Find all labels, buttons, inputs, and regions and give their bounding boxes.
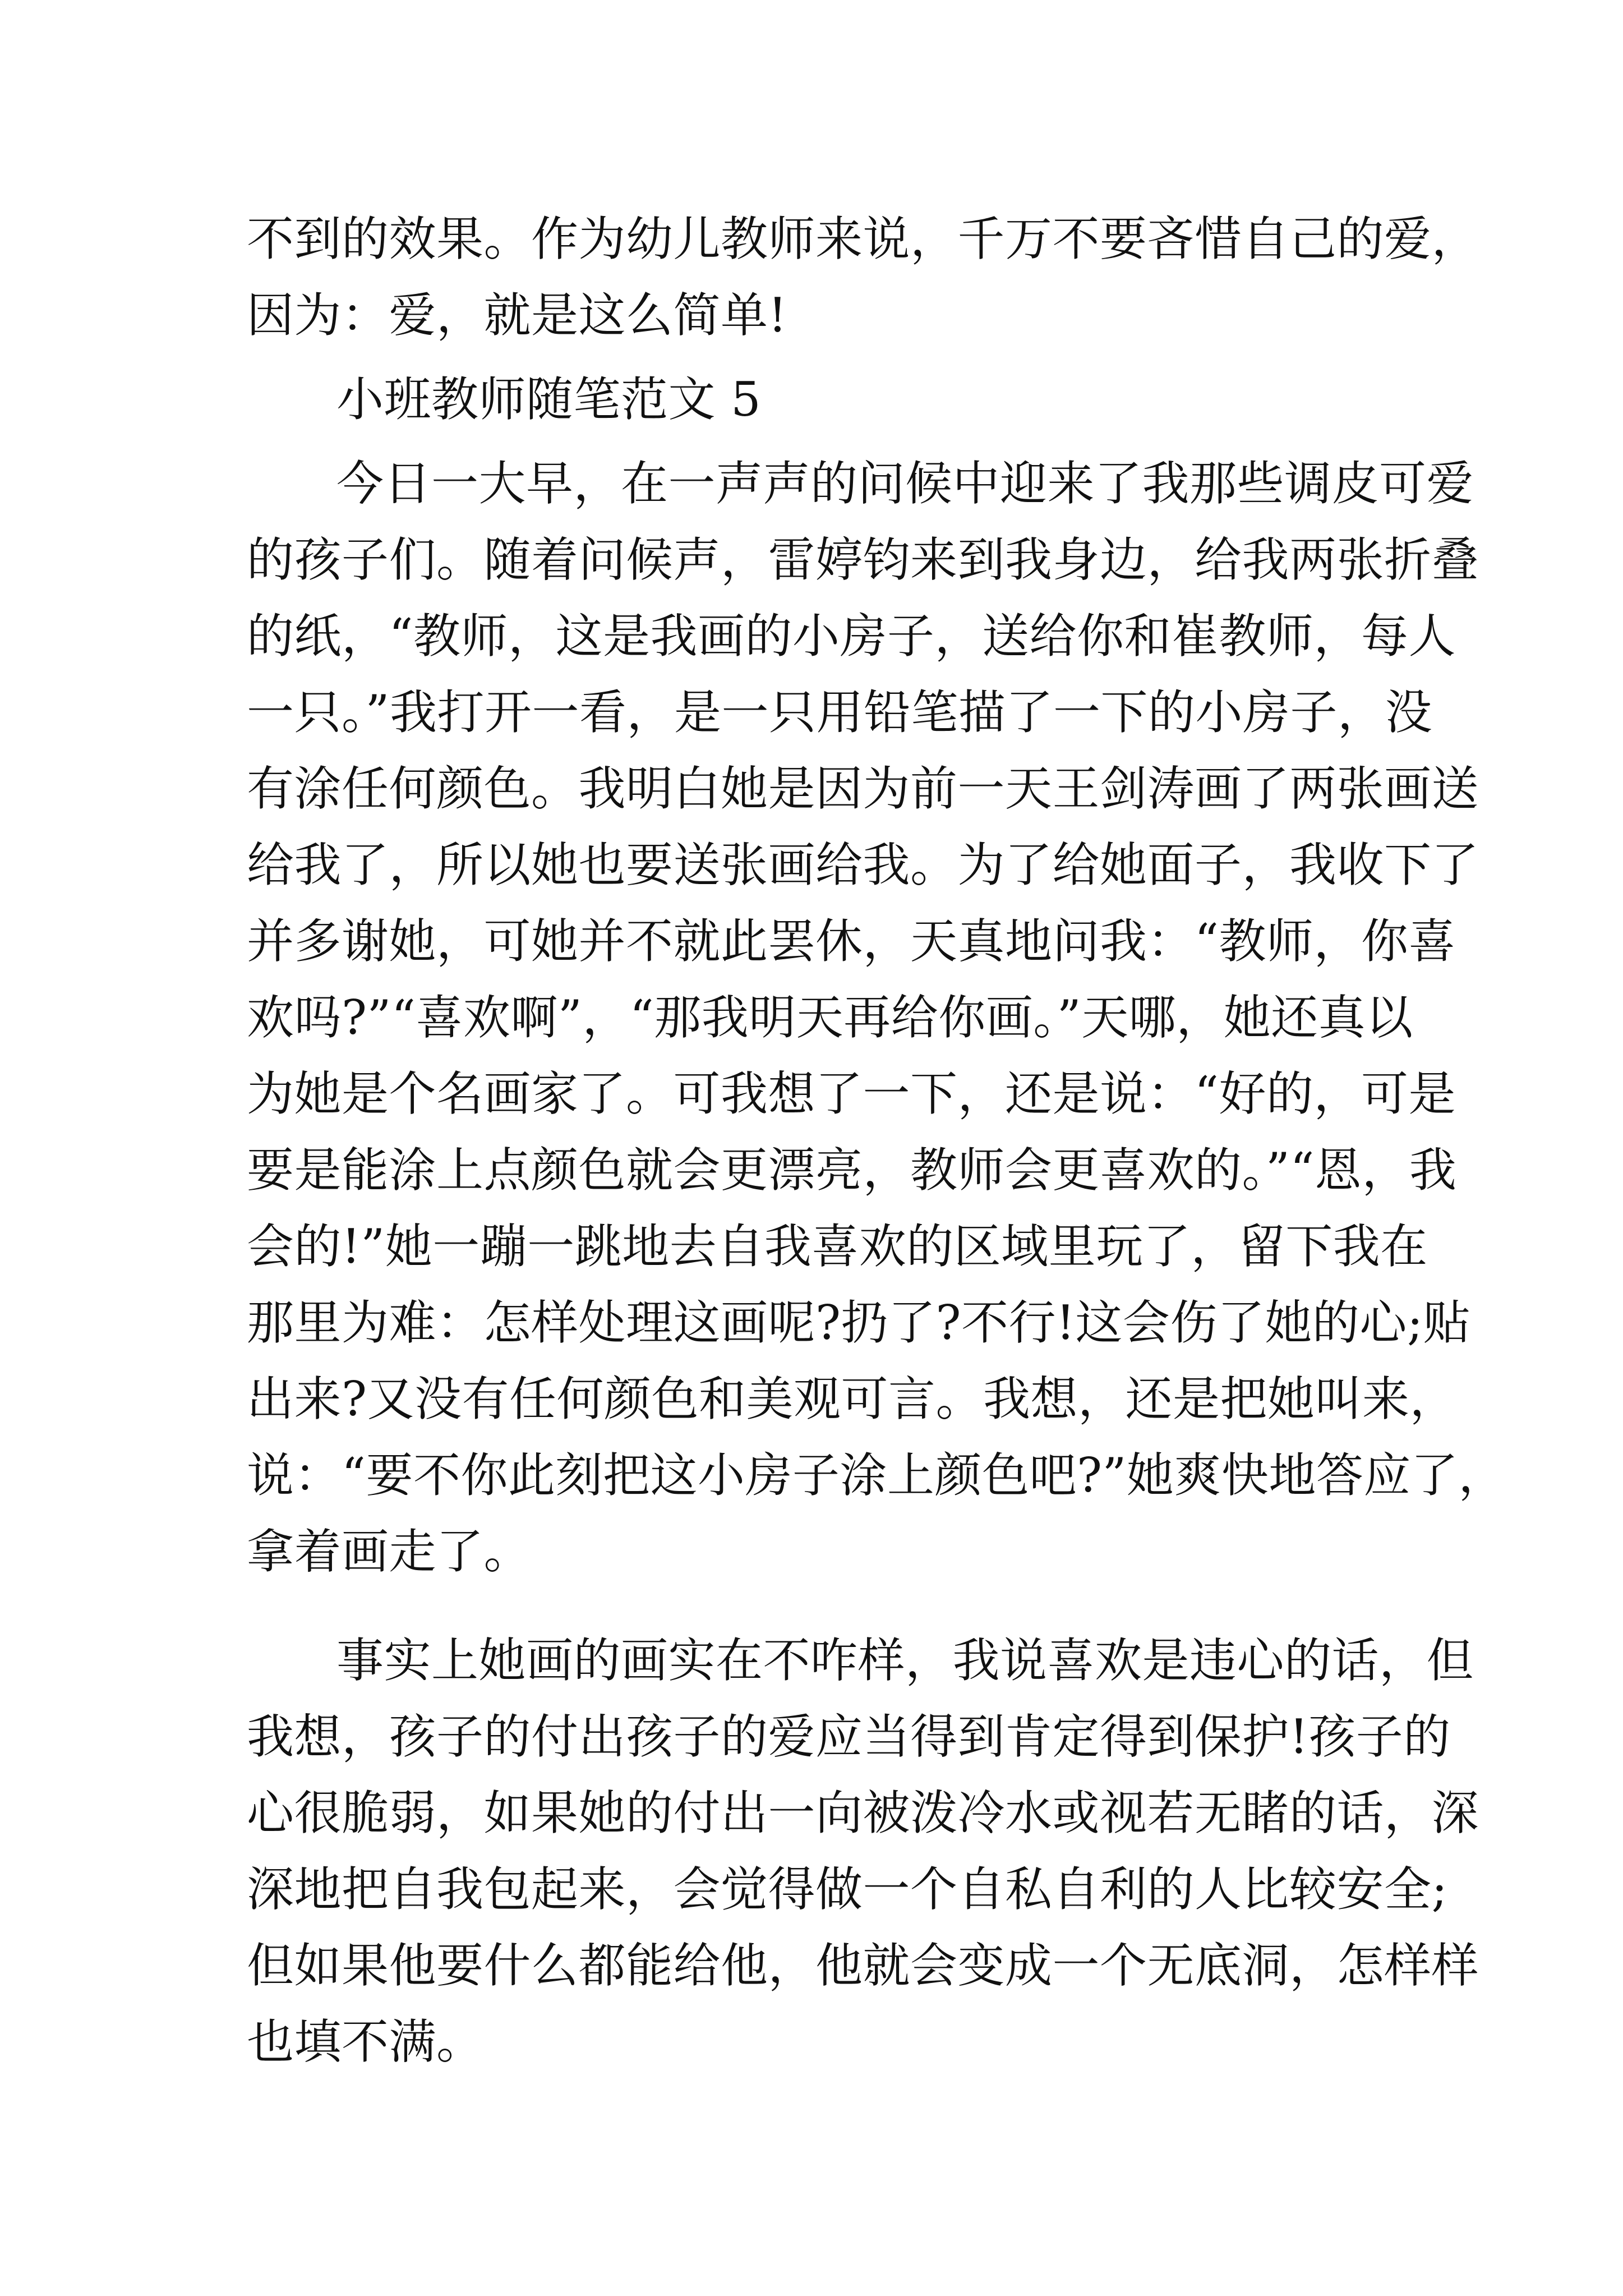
text-line: 说：“要不你此刻把这小房子涂上颜色吧?”她爽快地答应了， <box>247 1448 1506 1503</box>
text-line: 事实上她画的画实在不咋样，我说喜欢是违心的话，但 <box>336 1633 1474 1688</box>
text-line: 给我了，所以她也要送张画给我。为了给她面子，我收下了 <box>247 838 1479 892</box>
text-line: 因为：爱，就是这么简单! <box>247 288 787 343</box>
text-line: 有涂任何颜色。我明白她是因为前一天王剑涛画了两张画送 <box>247 761 1479 816</box>
text-line: 心很脆弱，如果她的付出一向被泼冷水或视若无睹的话，深 <box>247 1786 1479 1841</box>
text-line: 并多谢她，可她并不就此罢休，天真地问我：“教师，你喜 <box>247 914 1456 969</box>
text-line: 拿着画走了。 <box>247 1524 532 1579</box>
text-line: 也填不满。 <box>247 2014 484 2069</box>
text-line: 深地把自我包起来，会觉得做一个自私自利的人比较安全; <box>247 1862 1448 1917</box>
text-line: 那里为难：怎样处理这画呢?扔了?不行!这会伤了她的心;贴 <box>247 1295 1471 1350</box>
text-line: 的孩子们。随着问候声，雷婷钧来到我身边，给我两张折叠 <box>247 532 1479 587</box>
text-line: 要是能涂上点颜色就会更漂亮，教师会更喜欢的。”“恩，我 <box>247 1143 1457 1198</box>
section-heading: 小班教师随笔范文 5 <box>336 372 762 427</box>
document-body <box>247 201 1506 2080</box>
text-line: 会的!”她一蹦一跳地去自我喜欢的区域里玩了，留下我在 <box>247 1219 1428 1274</box>
text-line: 一只。”我打开一看，是一只用铅笔描了一下的小房子，没 <box>247 685 1432 740</box>
text-line: 不到的效果。作为幼儿教师来说，千万不要吝惜自己的爱， <box>247 211 1479 266</box>
text-line: 欢吗?”“喜欢啊”，“那我明天再给你画。”天哪，她还真以 <box>247 990 1413 1045</box>
text-line: 的纸，“教师，这是我画的小房子，送给你和崔教师，每人 <box>247 609 1456 664</box>
text-line: 为她是个名画家了。可我想了一下，还是说：“好的，可是 <box>247 1066 1456 1121</box>
text-line: 出来?又没有任何颜色和美观可言。我想，还是把她叫来， <box>247 1372 1458 1427</box>
text-line: 但如果他要什么都能给他，他就会变成一个无底洞，怎样样 <box>247 1938 1479 1993</box>
text-line: 我想，孩子的付出孩子的爱应当得到肯定得到保护!孩子的 <box>247 1709 1451 1764</box>
text-line: 今日一大早，在一声声的问候中迎来了我那些调皮可爱 <box>336 456 1474 511</box>
